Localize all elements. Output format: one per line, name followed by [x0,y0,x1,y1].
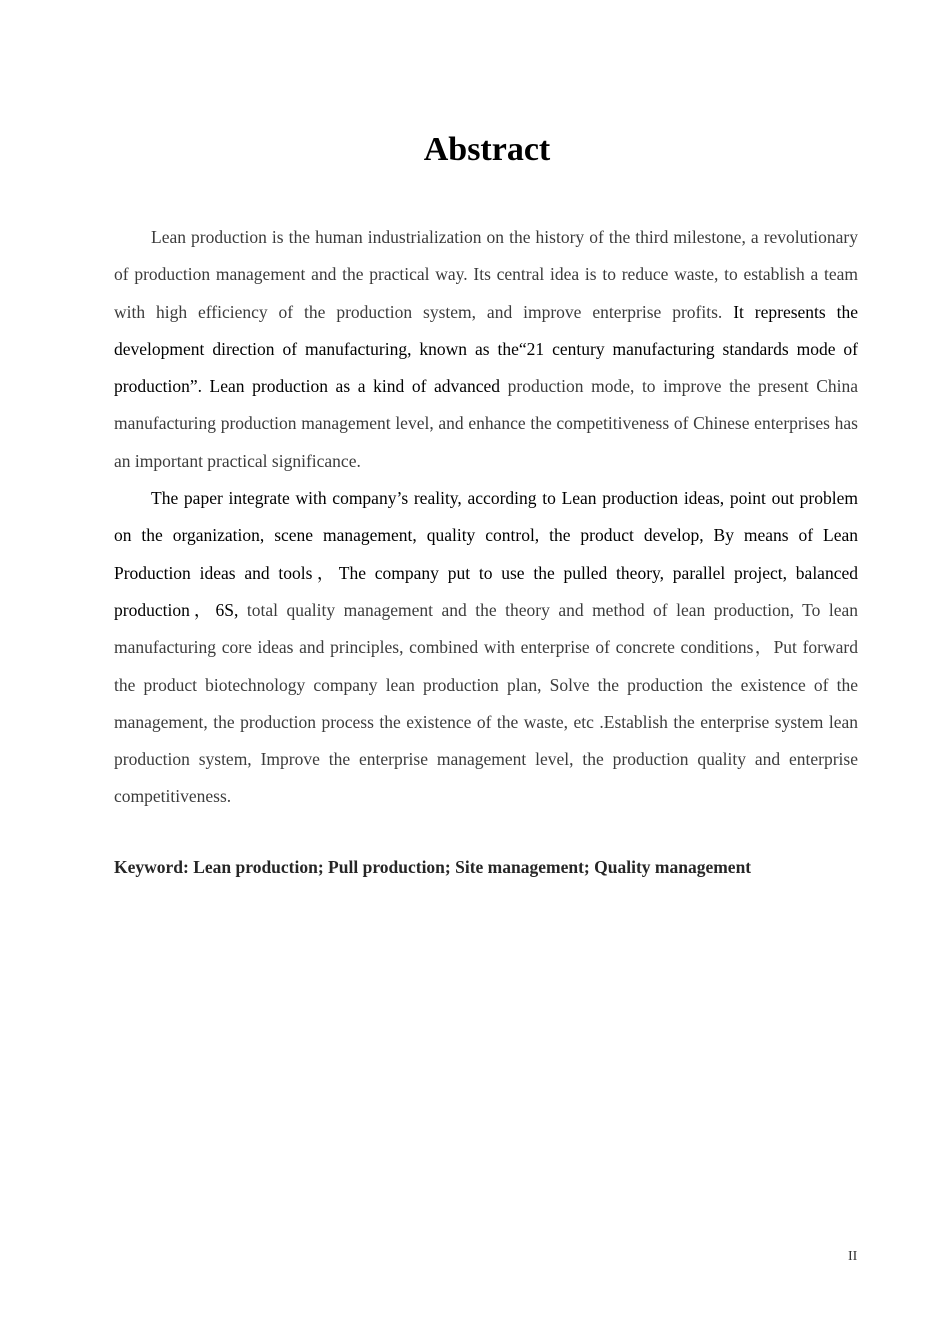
page-number: II [848,1249,858,1264]
paragraph-1-text-b: It represents the development direction of manufacturing, known as the“21 century manufacturing standards mode of production”. Lean production as a kind of advanced [114,301,858,397]
paragraph-1-text-c: production mode, to improve the present China manufacturing production management level, and enhance the competitiveness of Chinese enterprises has an important practical significance. [114,376,858,471]
abstract-paragraph-1 [114,219,858,480]
keywords-line: Keyword: Lean production; Pull production; Site management; Quality management [114,857,752,877]
abstract-paragraph-2 [114,480,858,816]
paragraph-2-text-b: total quality management and the theory and method of lean production, To lean manufacturing core ideas and principles, combined with enterprise of concrete conditions，Put forward the product biotechnology company lean production plan, Solve the production the existence of the management, the production process the existence of the waste, etc .Establish the enterprise system lean production system, Improve the enterprise management level, the production quality and enterprise competitiveness. [114,599,858,807]
page-title: Abstract [423,131,551,168]
paragraph-1-text-a: Lean production is the human industrialization on the history of the third milestone, a revolutionary of production management and the practical way. Its central idea is to reduce waste, to establish a team with high efficiency of the production system, and improve enterprise profits. [114,227,858,322]
abstract-body [114,219,858,816]
paragraph-2-text-a: The paper integrate with company’s reality, according to Lean production ideas, point out problem on the organization, scene management, quality control, the product develop, By means of Lean Production ideas and tools，The company put to use the pulled theory, parallel project, balanced production，6S, [114,488,858,620]
